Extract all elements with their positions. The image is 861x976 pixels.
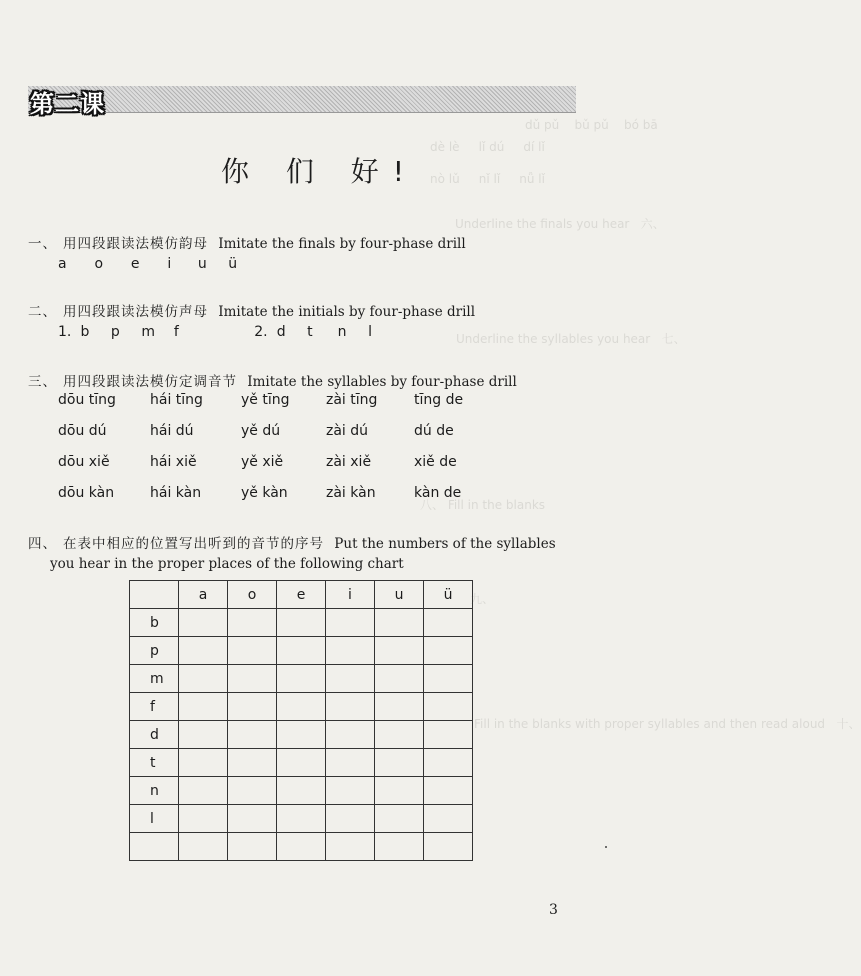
final-item: a: [58, 256, 67, 272]
chart-cell[interactable]: [375, 805, 424, 833]
syllable: dōu kàn: [58, 485, 115, 501]
chart-col-head: o: [228, 581, 277, 609]
chart-cell[interactable]: [228, 609, 277, 637]
chart-cell[interactable]: [375, 749, 424, 777]
section-1-cn: 用四段跟读法模仿韵母: [63, 236, 208, 252]
chart-header-row: [130, 581, 473, 609]
chart-row-head: m: [130, 665, 179, 693]
section-4-cn: 在表中相应的位置写出听到的音节的序号: [63, 536, 324, 552]
syllable: hái dú: [150, 423, 194, 439]
chart-cell[interactable]: [424, 637, 473, 665]
section-1-heading: [28, 232, 466, 252]
chart-cell[interactable]: [326, 609, 375, 637]
chart-cell[interactable]: [179, 777, 228, 805]
section-1-number: 一、: [28, 236, 57, 252]
final-item: u: [197, 256, 207, 272]
final-item: o: [94, 256, 104, 272]
chart-row-head: [130, 833, 179, 861]
final-item: ü: [228, 256, 238, 272]
initial-item: n: [337, 324, 347, 340]
chart-cell[interactable]: [424, 805, 473, 833]
chart-cell[interactable]: [326, 721, 375, 749]
chart-cell[interactable]: [228, 777, 277, 805]
syllable: zài kàn: [326, 485, 376, 501]
chart-corner-cell: [130, 581, 179, 609]
chart-row-head: l: [130, 805, 179, 833]
chart-row-head: p: [130, 637, 179, 665]
chart-cell[interactable]: [375, 833, 424, 861]
chart-row-head: t: [130, 749, 179, 777]
syllable: yě dú: [241, 423, 281, 439]
chart-cell[interactable]: [228, 805, 277, 833]
chart-cell[interactable]: [179, 693, 228, 721]
chart-cell[interactable]: [375, 693, 424, 721]
chart-cell[interactable]: [228, 637, 277, 665]
chart-cell[interactable]: [277, 777, 326, 805]
section-4-en-line2: you hear in the proper places of the following chart: [50, 556, 404, 572]
section-1-en: Imitate the finals by four-phase drill: [218, 236, 466, 252]
final-item: i: [167, 256, 172, 272]
chart-row: [130, 749, 473, 777]
syllable: yě tīng: [241, 392, 290, 408]
syllable: dōu xiě: [58, 454, 110, 470]
final-item: e: [130, 256, 140, 272]
chart-cell[interactable]: [424, 833, 473, 861]
ink-dot: [605, 846, 607, 848]
syllable: zài tīng: [326, 392, 378, 408]
chart-cell[interactable]: [326, 805, 375, 833]
section-3-cn: 用四段跟读法模仿定调音节: [63, 374, 237, 390]
chart-cell[interactable]: [424, 609, 473, 637]
chart-cell[interactable]: [277, 665, 326, 693]
syllable: dú de: [414, 423, 454, 439]
chart-cell[interactable]: [179, 637, 228, 665]
chart-cell[interactable]: [228, 833, 277, 861]
initial-item: t: [307, 324, 313, 340]
chart-cell[interactable]: [424, 777, 473, 805]
chart-cell[interactable]: [326, 665, 375, 693]
chart-cell[interactable]: [326, 637, 375, 665]
chart-cell[interactable]: [375, 609, 424, 637]
section-3-number: 三、: [28, 374, 57, 390]
chart-cell[interactable]: [277, 693, 326, 721]
section-3-en: Imitate the syllables by four-phase drill: [247, 374, 517, 390]
initial-item: p: [110, 324, 120, 340]
chart-cell[interactable]: [179, 805, 228, 833]
chart-row-head: d: [130, 721, 179, 749]
lesson-banner: [28, 86, 576, 118]
chart-col-head: i: [326, 581, 375, 609]
chart-cell[interactable]: [326, 693, 375, 721]
initial-item: d: [276, 324, 286, 340]
chart-cell[interactable]: [179, 749, 228, 777]
chart-cell[interactable]: [228, 665, 277, 693]
chart-col-head: a: [179, 581, 228, 609]
section-2-number: 二、: [28, 304, 57, 320]
syllable: kàn de: [414, 485, 462, 501]
chart-cell[interactable]: [179, 609, 228, 637]
syllable: hái kàn: [150, 485, 202, 501]
syllable: yě xiě: [241, 454, 284, 470]
chart-cell[interactable]: [228, 693, 277, 721]
chart-cell[interactable]: [277, 833, 326, 861]
chart-cell[interactable]: [326, 749, 375, 777]
chart-cell[interactable]: [228, 721, 277, 749]
section-4-number: 四、: [28, 536, 57, 552]
chart-row-head: n: [130, 777, 179, 805]
group-1-label: 1.: [58, 324, 72, 340]
syllable: dōu tīng: [58, 392, 116, 408]
chart-cell[interactable]: [326, 833, 375, 861]
chart-col-head: e: [277, 581, 326, 609]
chart-cell[interactable]: [277, 721, 326, 749]
section-4-heading: [28, 532, 556, 552]
section-4-en-line1: Put the numbers of the syllables: [334, 536, 556, 552]
syllable: yě kàn: [241, 485, 288, 501]
page-number: 3: [549, 902, 558, 918]
chart-cell[interactable]: [375, 665, 424, 693]
chart-cell[interactable]: [277, 749, 326, 777]
chart-cell[interactable]: [277, 609, 326, 637]
chart-row: [130, 833, 473, 861]
chart-row: [130, 609, 473, 637]
chart-cell[interactable]: [277, 637, 326, 665]
chart-cell[interactable]: [228, 749, 277, 777]
group-2-label: 2.: [254, 324, 268, 340]
syllable: tīng de: [414, 392, 464, 408]
initial-item: b: [80, 324, 90, 340]
chart-row: [130, 693, 473, 721]
syllable: dōu dú: [58, 423, 107, 439]
section-2-en: Imitate the initials by four-phase drill: [218, 304, 476, 320]
chart-row-head: f: [130, 693, 179, 721]
chart-row: [130, 721, 473, 749]
initial-item: m: [141, 324, 155, 340]
chart-col-head: u: [375, 581, 424, 609]
syllable: zài xiě: [326, 454, 372, 470]
syllable: zài dú: [326, 423, 369, 439]
finals-row: [58, 256, 248, 272]
section-3-heading: [28, 370, 517, 390]
chart-row: [130, 777, 473, 805]
chart-cell[interactable]: [326, 777, 375, 805]
initial-item: f: [173, 324, 179, 340]
syllable-chart: [129, 580, 473, 861]
syllable: hái tīng: [150, 392, 203, 408]
chart-cell[interactable]: [424, 693, 473, 721]
syllable: xiě de: [414, 454, 457, 470]
chart-cell[interactable]: [179, 833, 228, 861]
lesson-tag: 第二课: [30, 90, 105, 118]
chart-cell[interactable]: [424, 749, 473, 777]
section-2-cn: 用四段跟读法模仿声母: [63, 304, 208, 320]
chart-row: [130, 637, 473, 665]
page-title: 你 们 好!: [220, 155, 419, 188]
chart-cell[interactable]: [179, 665, 228, 693]
initial-item: l: [368, 324, 372, 340]
chart-cell[interactable]: [375, 777, 424, 805]
chart-cell[interactable]: [179, 721, 228, 749]
chart-row: [130, 805, 473, 833]
chart-row-head: b: [130, 609, 179, 637]
chart-row: [130, 665, 473, 693]
chart-cell[interactable]: [375, 721, 424, 749]
initials-row: [58, 324, 388, 340]
chart-cell[interactable]: [277, 805, 326, 833]
syllable: hái xiě: [150, 454, 197, 470]
chart-cell[interactable]: [424, 665, 473, 693]
chart-col-head: ü: [424, 581, 473, 609]
section-2-heading: [28, 300, 475, 320]
chart-cell[interactable]: [424, 721, 473, 749]
chart-cell[interactable]: [375, 637, 424, 665]
